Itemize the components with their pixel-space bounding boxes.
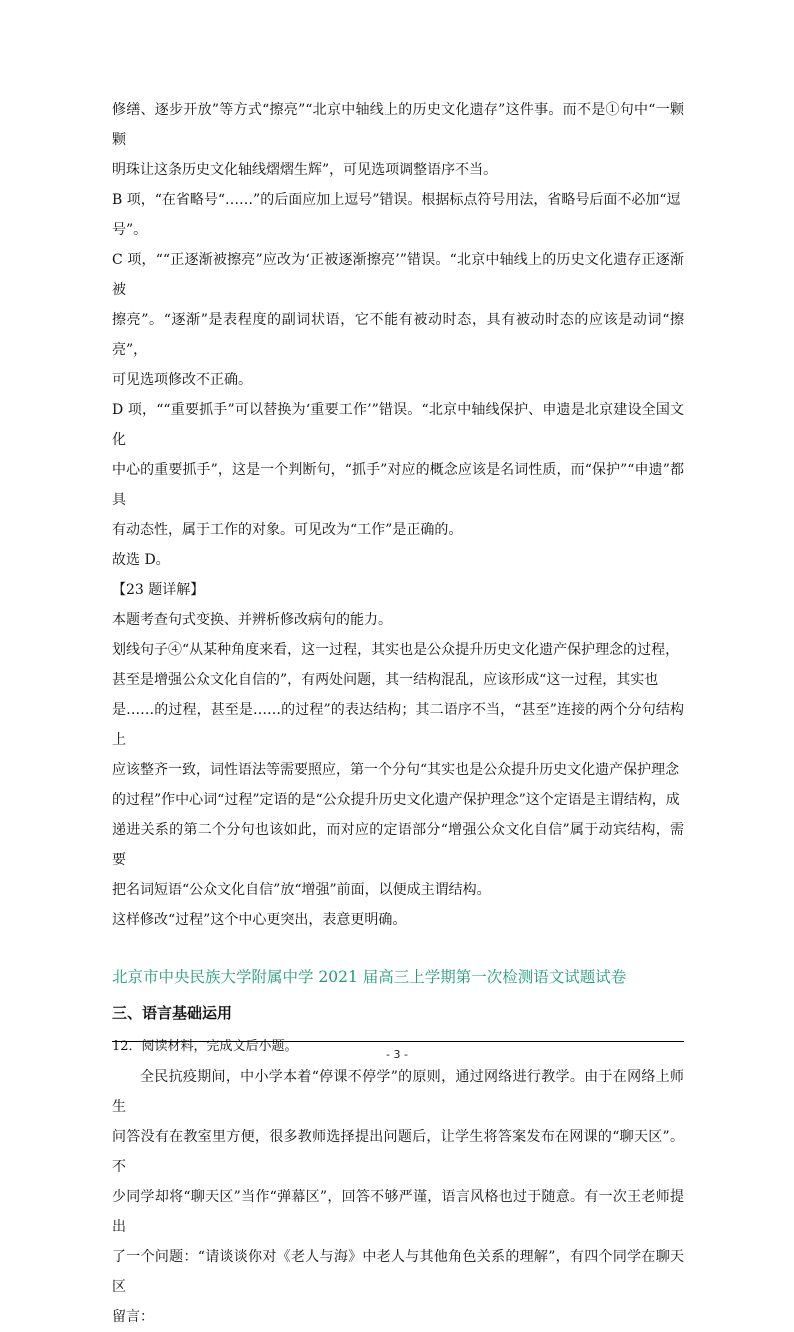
- answer-explanation: [112, 95, 684, 935]
- text-line: 号”。: [112, 222, 148, 238]
- passage-line: 全民抗疫期间，中小学本着“停课不停学”的原则，通过网络进行教学。由于在网络上师生: [112, 1069, 684, 1115]
- text-line: 是……的过程，甚至是……的过程”的表达结构；其二语序不当，“甚至”连接的两个分句结构上: [112, 702, 684, 748]
- section-heading: 三、语言基础运用: [112, 1004, 233, 1022]
- text-line: 明珠让这条历史文化轴线熠熠生辉”，可见选项调整语序不当。: [112, 162, 498, 178]
- text-line: 应该整齐一致，词性语法等需要照应，第一个分句“其实也是公众提升历史文化遗产保护理念: [112, 762, 680, 778]
- passage-line: 少同学却将“聊天区”当作“弹幕区”，回答不够严谨，语言风格也过于随意。有一次王老师提出: [112, 1189, 684, 1235]
- footer-divider: [112, 1041, 684, 1042]
- text-line: 本题考查句式变换、并辨析修改病句的能力。: [112, 612, 392, 628]
- text-line: 【23 题详解】: [112, 582, 205, 598]
- question-number: 12．阅读材料，完成文后小题。: [112, 1039, 298, 1054]
- text-line: 故选 D。: [112, 552, 170, 568]
- text-line: B 项，“在省略号“……”的后面应加上逗号”错误。根据标点符号用法，省略号后面不必加“逗: [112, 192, 681, 208]
- text-line: 中心的重要抓手”，这是一个判断句，“抓手”对应的概念应该是名词性质，而“保护”“申遗”都具: [112, 462, 684, 508]
- text-line: 可见选项修改不正确。: [112, 372, 252, 388]
- exam-source-title: 北京市中央民族大学附属中学 2021 届高三上学期第一次检测语文试题试卷: [112, 968, 627, 986]
- text-line: 递进关系的第二个分句也该如此，而对应的定语部分“增强公众文化自信”属于动宾结构，需要: [112, 822, 684, 868]
- text-line: 把名词短语“公众文化自信”放“增强”前面，以便成主谓结构。: [112, 882, 491, 898]
- passage-line: 留言：: [112, 1309, 154, 1325]
- text-line: 擦亮”。“逐渐”是表程度的副词状语，它不能有被动时态，具有被动时态的应该是动词“擦亮”，: [112, 312, 684, 358]
- text-line: 的过程”作中心词“过程”定语的是“公众提升历史文化遗产保护理念”这个定语是主谓结构，成: [112, 792, 680, 808]
- text-line: D 项，““重要抓手”可以替换为‘重要工作’”错误。“北京中轴线保护、申遗是北京建设全国文化: [112, 402, 684, 448]
- text-line: 划线句子④“从某种角度来看，这一过程，其实也是公众提升历史文化遗产保护理念的过程，: [112, 642, 680, 658]
- page-number: - 3 -: [386, 1048, 408, 1061]
- text-line: 这样修改“过程”这个中心更突出，表意更明确。: [112, 912, 407, 928]
- document-body: [112, 95, 684, 1332]
- passage-line: 了一个问题：“请谈谈你对《老人与海》中老人与其他角色关系的理解”，有四个同学在聊天区: [112, 1249, 684, 1295]
- text-line: 甚至是增强公众文化自信的”，有两处问题，其一结构混乱，应该形成“这一过程，其实也: [112, 672, 659, 688]
- reading-passage: [112, 1062, 684, 1332]
- passage-line: 问答没有在教室里方便，很多教师选择提出问题后，让学生将答案发布在网课的“聊天区”。不: [112, 1129, 684, 1175]
- text-line: 修缮、逐步开放”等方式“擦亮”“北京中轴线上的历史文化遗存”这件事。而不是①句中“一颗颗: [112, 102, 684, 148]
- text-line: C 项，““正逐渐被擦亮”应改为‘正被逐渐擦亮’”错误。“北京中轴线上的历史文化遗存正逐渐被: [112, 252, 684, 298]
- text-line: 有动态性，属于工作的对象。可见改为“工作”是正确的。: [112, 522, 463, 538]
